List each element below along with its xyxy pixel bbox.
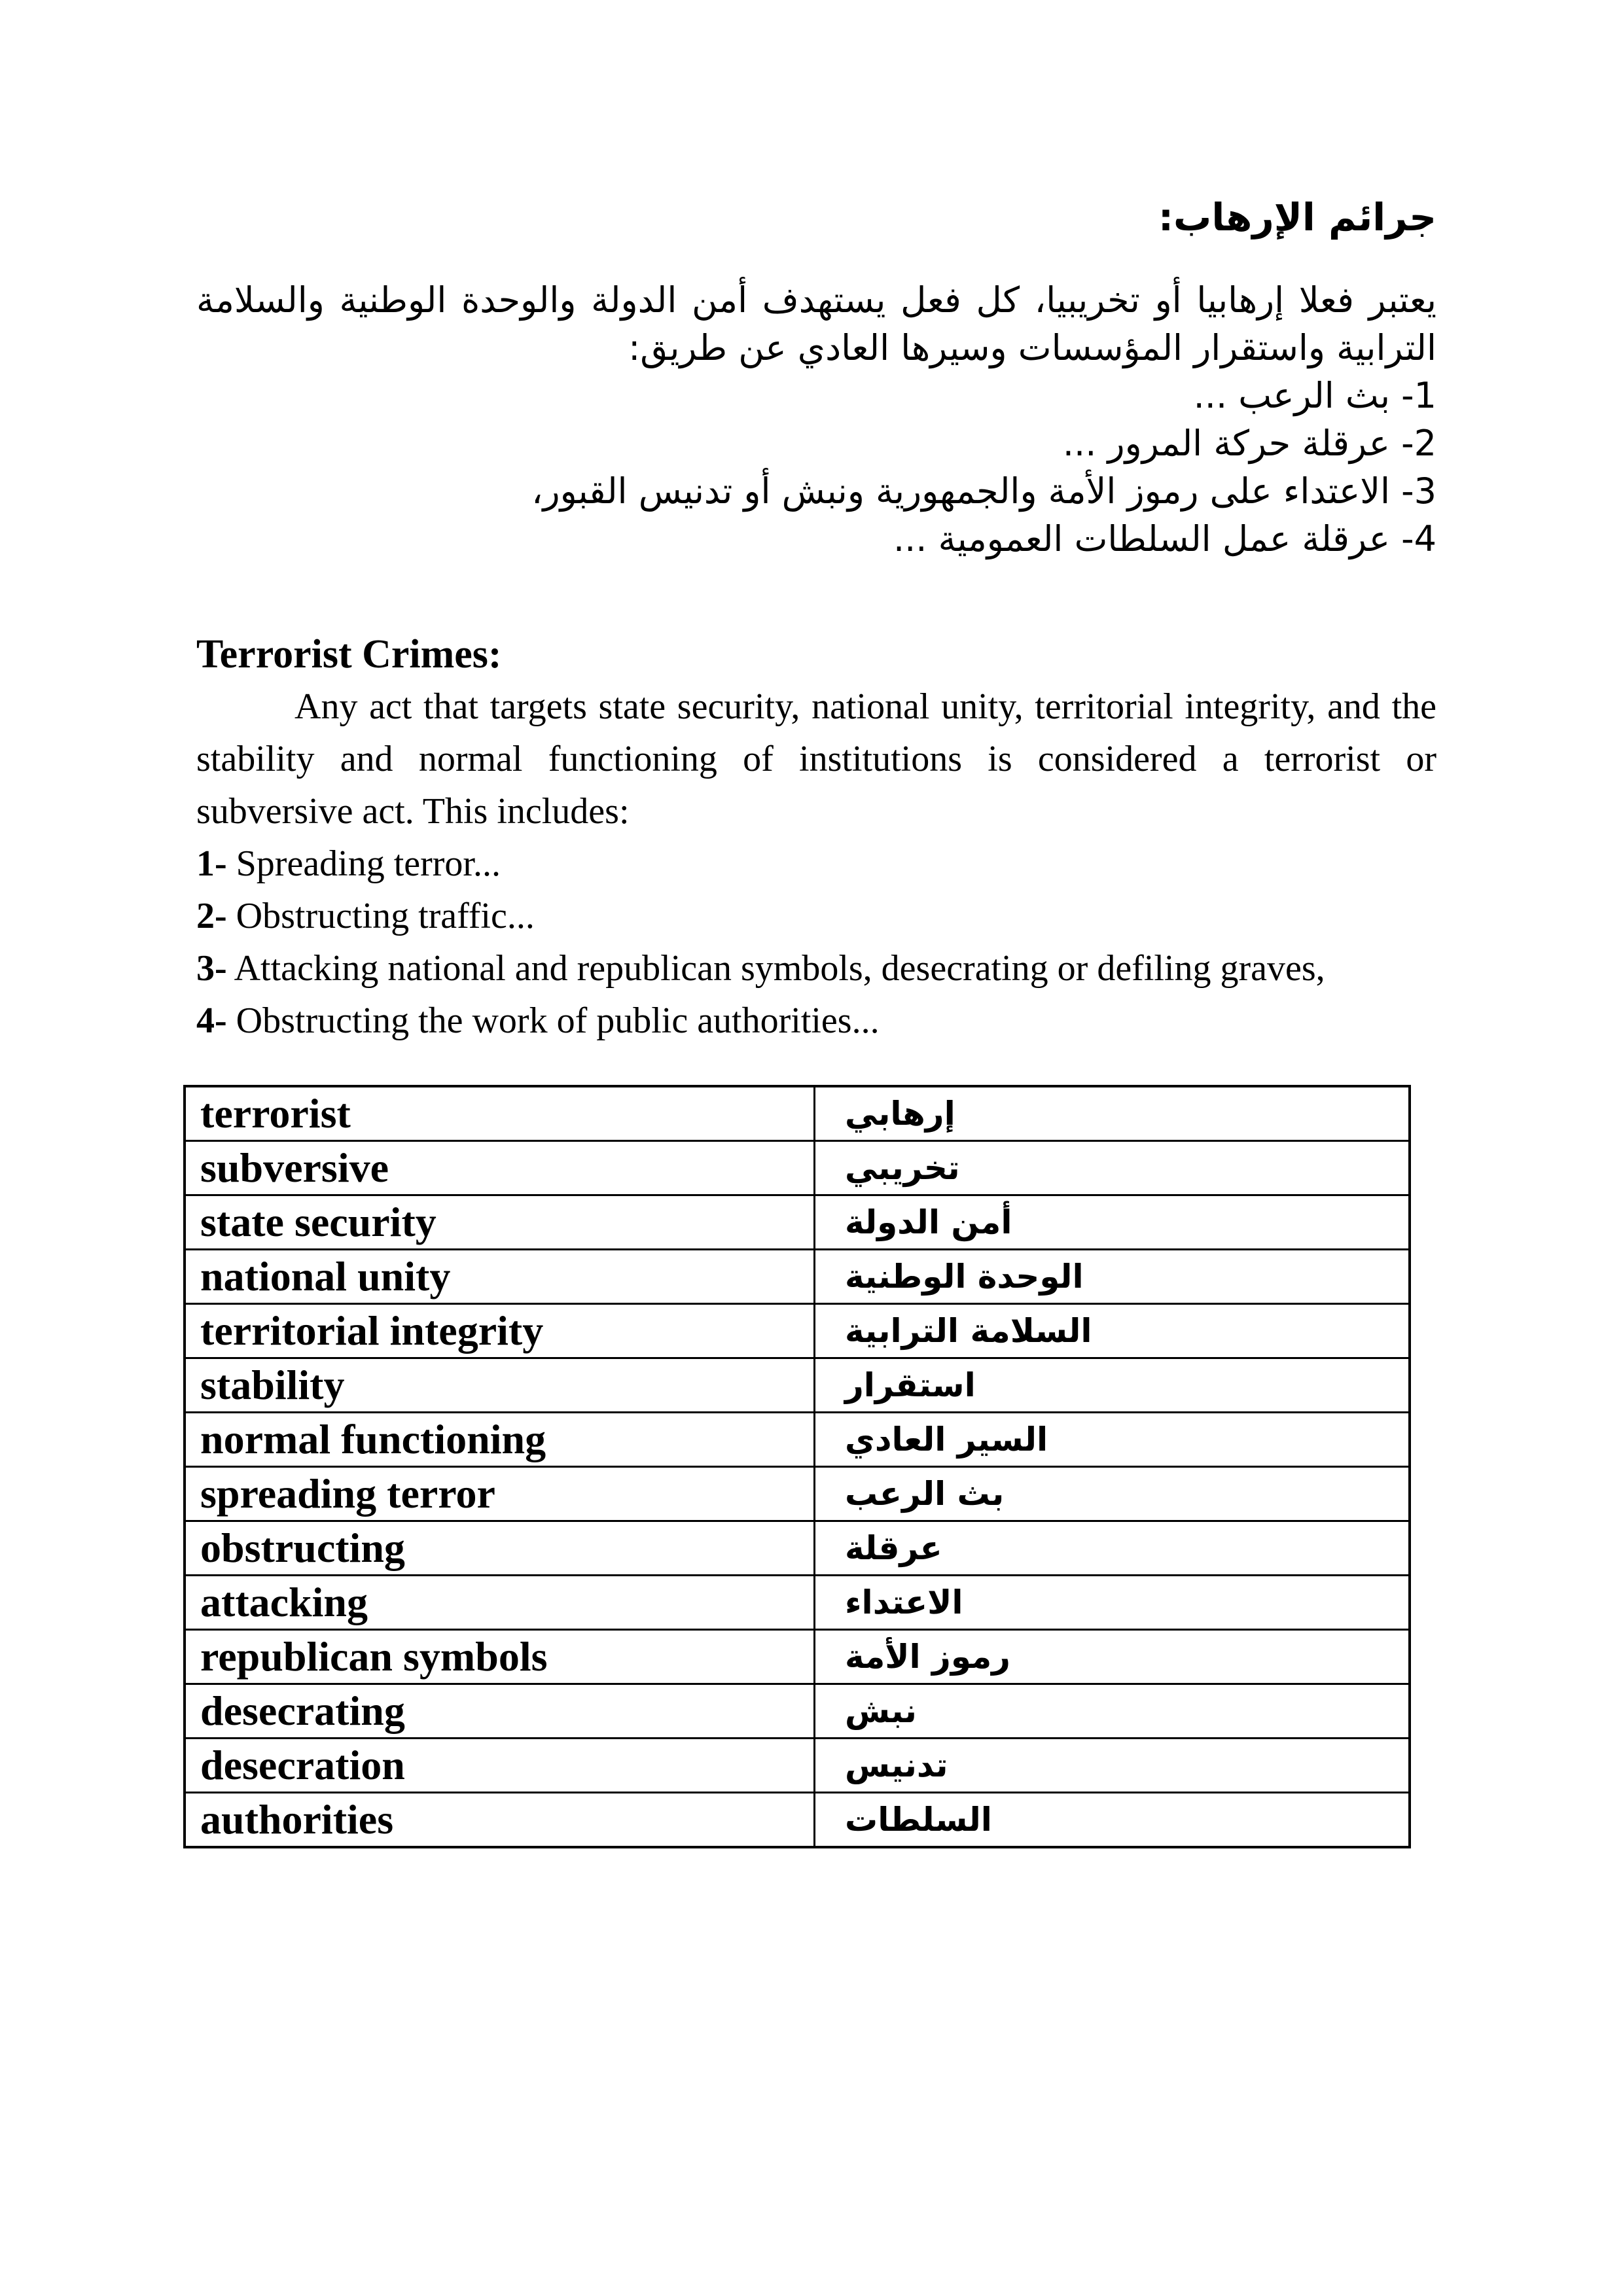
table-cell-english-term: territorial integrity	[185, 1304, 815, 1358]
table-cell-english-term: republican symbols	[185, 1630, 815, 1684]
glossary-table-body	[185, 1086, 1410, 1847]
table-cell-arabic-term: استقرار	[815, 1358, 1410, 1413]
list-item-number: 2-	[196, 896, 227, 936]
table-cell-english-term: terrorist	[185, 1086, 815, 1141]
table-row	[185, 1086, 1410, 1141]
table-row	[185, 1413, 1410, 1467]
table-cell-arabic-term: عرقلة	[815, 1521, 1410, 1576]
table-cell-arabic-term: السير العادي	[815, 1413, 1410, 1467]
table-cell-arabic-term: تخريبي	[815, 1141, 1410, 1195]
list-item-number: 1-	[196, 843, 227, 884]
table-row	[185, 1195, 1410, 1250]
table-cell-arabic-term: السلامة الترابية	[815, 1304, 1410, 1358]
list-item-text: Obstructing traffic...	[236, 896, 535, 936]
arabic-list-item: 1- بث الرعب ...	[1193, 375, 1436, 416]
list-item-text: Spreading terror...	[236, 843, 501, 884]
table-cell-english-term: subversive	[185, 1141, 815, 1195]
table-row	[185, 1250, 1410, 1304]
arabic-numbered-list	[196, 372, 1436, 563]
english-paragraph: Any act that targets state security, national unity, territorial integrity, and the stability and normal functioning of institutions is considered a terrorist or subversive act. This includes:	[196, 686, 1436, 832]
table-cell-english-term: attacking	[185, 1576, 815, 1630]
table-row	[185, 1521, 1410, 1576]
table-cell-arabic-term: رموز الأمة	[815, 1630, 1410, 1684]
list-item-text: Obstructing the work of public authorities...	[236, 1000, 880, 1041]
english-numbered-list	[196, 838, 1436, 1047]
arabic-list-item: 3- الاعتداء على رموز الأمة والجمهورية ونبش أو تدنيس القبور،	[531, 470, 1436, 512]
table-row	[185, 1141, 1410, 1195]
table-cell-english-term: spreading terror	[185, 1467, 815, 1521]
english-list-item	[196, 995, 1436, 1047]
page-content	[0, 191, 1623, 1848]
arabic-title: جرائم الإرهاب:	[1158, 195, 1436, 239]
table-cell-arabic-term: نبش	[815, 1684, 1410, 1739]
table-cell-english-term: national unity	[185, 1250, 815, 1304]
arabic-paragraph: يعتبر فعلا إرهابيا أو تخريبيا، كل فعل يستهدف أمن الدولة والوحدة الوطنية والسلامة الترابية واستقرار المؤسسات وسيرها العادي عن طريق:	[196, 279, 1436, 368]
arabic-list-item: 4- عرقلة عمل السلطات العمومية ...	[893, 518, 1436, 559]
table-cell-arabic-term: الوحدة الوطنية	[815, 1250, 1410, 1304]
english-list-item	[196, 890, 1436, 942]
list-item-number: 4-	[196, 1000, 227, 1041]
table-row	[185, 1793, 1410, 1848]
table-row	[185, 1576, 1410, 1630]
table-cell-english-term: stability	[185, 1358, 815, 1413]
list-item-text: Attacking national and republican symbols, desecrating or defiling graves,	[234, 948, 1325, 989]
table-row	[185, 1358, 1410, 1413]
table-cell-arabic-term: السلطات	[815, 1793, 1410, 1848]
table-cell-english-term: desecrating	[185, 1684, 815, 1739]
table-row	[185, 1739, 1410, 1793]
table-cell-english-term: normal functioning	[185, 1413, 815, 1467]
table-cell-english-term: state security	[185, 1195, 815, 1250]
table-cell-english-term: obstructing	[185, 1521, 815, 1576]
table-row	[185, 1467, 1410, 1521]
table-row	[185, 1304, 1410, 1358]
glossary-table	[183, 1085, 1411, 1848]
table-cell-arabic-term: إرهابي	[815, 1086, 1410, 1141]
table-cell-arabic-term: بث الرعب	[815, 1467, 1410, 1521]
table-cell-arabic-term: الاعتداء	[815, 1576, 1410, 1630]
english-heading: Terrorist Crimes:	[196, 632, 502, 677]
list-item-number: 3-	[196, 948, 227, 989]
arabic-list-item: 2- عرقلة حركة المرور ...	[1062, 423, 1436, 464]
table-row	[185, 1630, 1410, 1684]
table-row	[185, 1684, 1410, 1739]
table-cell-arabic-term: أمن الدولة	[815, 1195, 1410, 1250]
table-cell-english-term: desecration	[185, 1739, 815, 1793]
table-cell-arabic-term: تدنيس	[815, 1739, 1410, 1793]
english-list-item	[196, 942, 1436, 995]
english-list-item	[196, 838, 1436, 890]
table-cell-english-term: authorities	[185, 1793, 815, 1848]
